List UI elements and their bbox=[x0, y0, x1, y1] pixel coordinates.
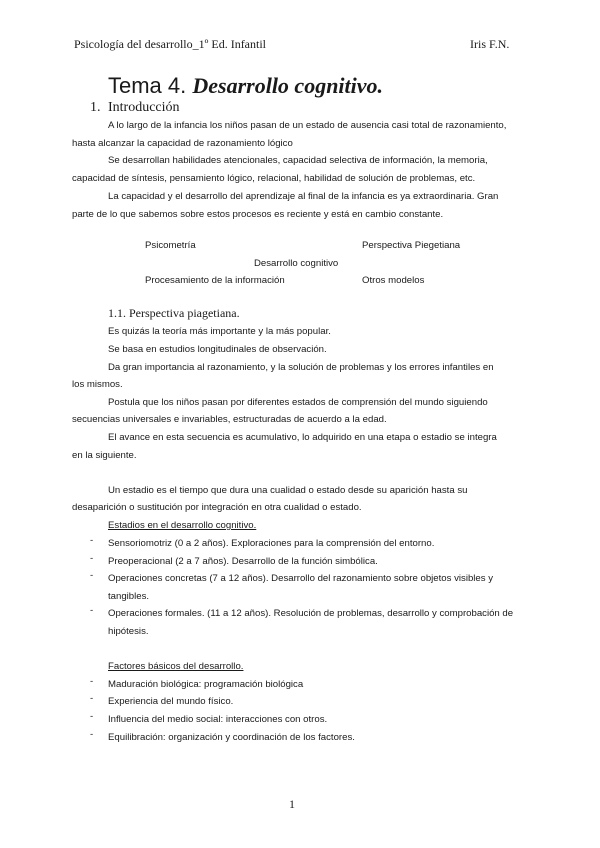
list-bullet: - bbox=[90, 711, 94, 722]
piaget-p5-line1: El avance en esta secuencia es acumulativo, lo adquirido en una etapa o estadio se integra bbox=[108, 432, 497, 443]
list-bullet: - bbox=[90, 570, 94, 581]
piaget-p6-line2: desaparición o sustitución por integración en otra cualidad o estado. bbox=[72, 502, 362, 513]
diagram-center: Desarrollo cognitivo bbox=[254, 258, 339, 269]
intro-p2-line2: capacidad de síntesis, pensamiento lógico, relacional, habilidad de solución de problemas, etc. bbox=[72, 173, 476, 184]
diagram-bottom-right: Otros modelos bbox=[362, 275, 425, 286]
header-left: Psicología del desarrollo_1º Ed. Infantil bbox=[74, 37, 267, 51]
piaget-p4-line1: Postula que los niños pasan por diferentes estados de comprensión del mundo siguiendo bbox=[108, 397, 488, 408]
section-number: 1. bbox=[90, 100, 101, 115]
piaget-line2: Se basa en estudios longitudinales de observación. bbox=[108, 344, 327, 355]
diagram-top-right: Perspectiva Piegetiana bbox=[362, 240, 461, 251]
piaget-p4-line2: secuencias universales e invariables, estructuradas de acuerdo a la edad. bbox=[72, 414, 387, 425]
piaget-p3-line2: los mismos. bbox=[72, 379, 123, 390]
factor-item-2: Experiencia del mundo físico. bbox=[108, 696, 234, 707]
subsection-heading: 1.1. Perspectiva piagetiana. bbox=[108, 306, 240, 320]
list-bullet: - bbox=[90, 535, 94, 546]
list-bullet: - bbox=[90, 553, 94, 564]
piaget-p6-line1: Un estadio es el tiempo que dura una cualidad o estado desde su aparición hasta su bbox=[108, 485, 468, 496]
factor-item-3: Influencia del medio social: interacciones con otros. bbox=[108, 714, 328, 725]
factor-item-1: Maduración biológica: programación biológica bbox=[108, 679, 304, 690]
section-heading: Introducción bbox=[108, 100, 180, 115]
diagram-top-left: Psicometría bbox=[145, 240, 196, 251]
diagram-bottom-left: Procesamiento de la información bbox=[145, 275, 285, 286]
stage-item-4-line2: hipótesis. bbox=[108, 626, 149, 637]
list-bullet: - bbox=[90, 693, 94, 704]
stage-item-2: Preoperacional (2 a 7 años). Desarrollo de la función simbólica. bbox=[108, 556, 378, 567]
stages-heading: Estadios en el desarrollo cognitivo. bbox=[108, 520, 257, 531]
intro-p3-line1: La capacidad y el desarrollo del aprendizaje al final de la infancia es ya extraordinaria. Gran bbox=[108, 191, 499, 202]
title-prefix: Tema 4. bbox=[108, 73, 193, 98]
stage-item-4-line1: Operaciones formales. (11 a 12 años). Resolución de problemas, desarrollo y comprobación de bbox=[108, 608, 514, 619]
list-bullet: - bbox=[90, 729, 94, 740]
stage-item-1: Sensoriomotriz (0 a 2 años). Exploraciones para la comprensión del entorno. bbox=[108, 538, 435, 549]
intro-p2-line1: Se desarrollan habilidades atencionales, capacidad selectiva de información, la memoria, bbox=[108, 155, 488, 166]
factor-item-4: Equilibración: organización y coordinación de los factores. bbox=[108, 732, 355, 743]
piaget-line1: Es quizás la teoría más importante y la más popular. bbox=[108, 326, 331, 337]
intro-p3-line2: parte de lo que sabemos sobre estos procesos es reciente y está en cambio constante. bbox=[72, 209, 444, 220]
intro-p1-line2: hasta alcanzar la capacidad de razonamiento lógico bbox=[72, 138, 293, 149]
list-bullet: - bbox=[90, 676, 94, 687]
title-emphasis: Desarrollo cognitivo. bbox=[192, 73, 384, 98]
page-number: 1 bbox=[289, 797, 295, 811]
stage-item-3-line2: tangibles. bbox=[108, 591, 150, 602]
intro-p1-line1: A lo largo de la infancia los niños pasan de un estado de ausencia casi total de razonamiento, bbox=[108, 120, 507, 131]
piaget-p3-line1: Da gran importancia al razonamiento, y la solución de problemas y los errores infantiles en bbox=[108, 362, 494, 373]
stage-item-3-line1: Operaciones concretas (7 a 12 años). Desarrollo del razonamiento sobre objetos visibles y bbox=[108, 573, 494, 584]
list-bullet: - bbox=[90, 605, 94, 616]
header-right: Iris F.N. bbox=[470, 37, 510, 51]
piaget-p5-line2: en la siguiente. bbox=[72, 450, 137, 461]
factors-heading: Factores básicos del desarrollo. bbox=[108, 661, 244, 672]
page-title bbox=[108, 73, 383, 99]
